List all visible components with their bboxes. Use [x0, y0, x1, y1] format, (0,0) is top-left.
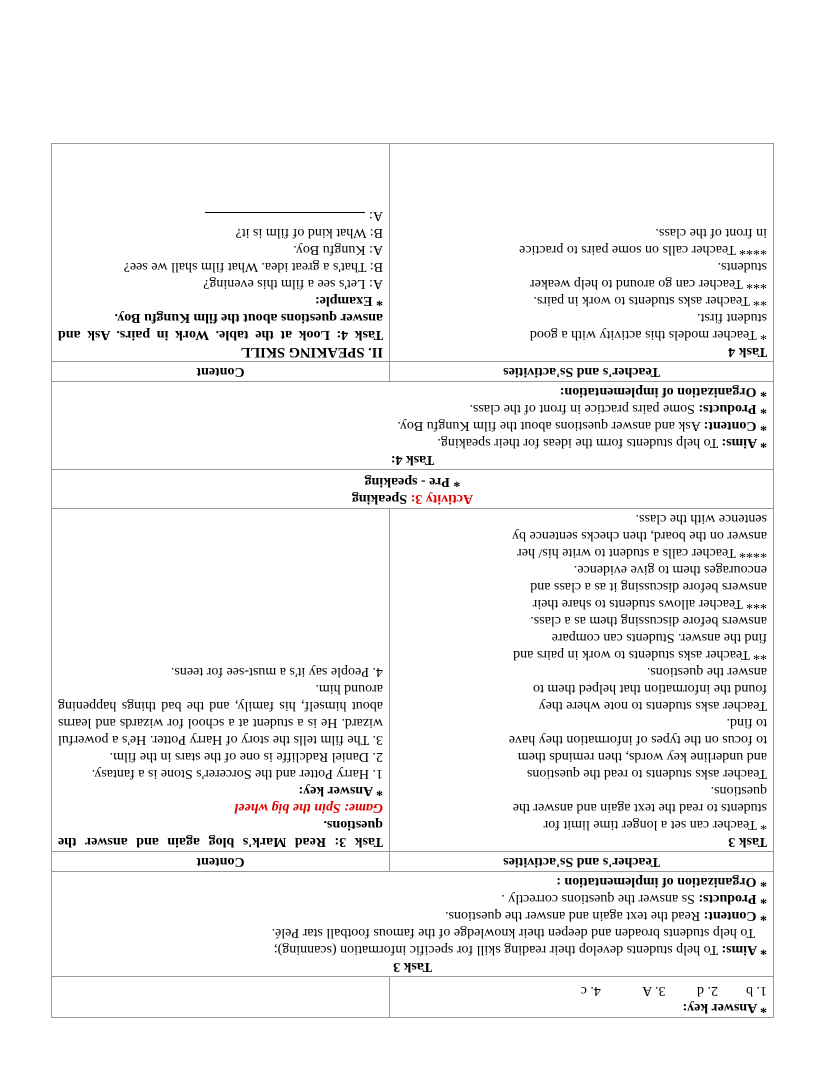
task4-products-text: Some pairs practice in front of the class. [469, 401, 695, 416]
task3-info-row [52, 872, 774, 977]
col-header-activities: Teacher's and Ss'activities [390, 362, 774, 382]
task3-line: to focus on the types of information they have [508, 732, 767, 747]
example-label: * Example: [314, 293, 383, 308]
task3-line: answer the questions. [646, 664, 767, 679]
game-label: Game: Spin the big wheel [234, 800, 383, 815]
answer-key-row [52, 977, 774, 1018]
task4-products-label: * Products: [698, 401, 767, 416]
lesson-plan-table [51, 143, 774, 1018]
aims-text-2: To help students broaden and deepen their knowledge of the famous football star Pelé. [271, 925, 755, 940]
task4-line: **** Teacher calls on some pairs to practice [519, 242, 767, 257]
task3-line: and underline key words, then reminds them [517, 749, 767, 764]
task3-title: Task 3 [393, 959, 432, 974]
task4-line: in front of the class. [655, 225, 767, 240]
task3-line: encourages them to give evidence. [573, 562, 767, 577]
task3-line: Teacher asks students to note where they [538, 698, 767, 713]
answer-key-values: 1. b 2. d 3. A 4. c [580, 983, 767, 998]
task3-column-headers [52, 852, 774, 872]
task3-line: Teacher asks students to read the questions [526, 766, 767, 781]
task3-answer: 4. People say it's a must-see for teens. [170, 664, 383, 679]
task3-line: questions. [710, 783, 767, 798]
task3-answer: 1. Harry Potter and the Sorcerer's Stone is a fantasy. [91, 766, 383, 781]
task3-answer: 2. Daniel Radcliffe is one of the stars in the film. [109, 749, 383, 764]
task4-organization-label: * Organization of implementation: [559, 384, 767, 399]
activity3-label: Activity 3: [410, 491, 474, 506]
task4-title: Task 4: [390, 452, 435, 467]
dialogue-line: B: What kind of film is it? [235, 225, 383, 240]
task4-line: ** Teacher asks students to work in pairs. [533, 293, 767, 308]
speaking-skill-heading: II. SPEAKING SKILL [240, 344, 383, 360]
task4-left-heading: Task 4 [728, 344, 767, 359]
task3-line: answers before discussing it as a class and [530, 579, 767, 594]
task4-info-row [52, 382, 774, 470]
dialogue-line: A: Let's see a film this evening? [203, 276, 383, 291]
activity3-label-rest: Speaking [351, 491, 408, 506]
products-label: * Products: [698, 891, 767, 906]
task4-line: * Teacher models this activity with a good [529, 327, 767, 342]
organization-label: * Organization of implementation : [556, 874, 767, 889]
products-text: Ss answer the questions correctly . [501, 891, 695, 906]
task3-answer-key-label: * Answer key: [298, 783, 383, 798]
answer-key-label: * Answer key: [682, 1000, 767, 1015]
task3-answer: 3. The film tells the story of Harry Potter. He's a powerful wizard. He is a student at a school for wizards and learns about himself, his family, and the bad things happening around him. [58, 681, 383, 747]
task3-line: find the answer. Students can compare [551, 630, 767, 645]
task3-line: ** Teacher asks students to work in pairs and [513, 647, 767, 662]
dialogue-line: A: [369, 208, 383, 223]
dialogue-line: B: That's a great idea. What film shall we see? [123, 259, 383, 274]
col-header-content: Content [52, 852, 390, 872]
task3-left-heading: Task 3 [728, 834, 767, 849]
col-header-activities: Teacher's and Ss'activities [390, 852, 774, 872]
task3-question-title: Task 3: Read Mark's blog again and answer the questions. [58, 817, 383, 849]
content-label: * Content: [703, 908, 767, 923]
pre-speaking-label: * Pre - speaking [364, 474, 461, 489]
task4-column-headers [52, 362, 774, 382]
task4-content-text: Ask and answer questions about the film Kungfu Boy. [397, 418, 701, 433]
task3-line: *** Teacher allows students to share their [532, 596, 767, 611]
task3-line: answer on the board, then checks sentence by [511, 528, 767, 543]
task3-line: * Teacher can set a longer time limit for [543, 817, 767, 832]
col-header-content: Content [52, 362, 390, 382]
task3-line: found the information that helped them to [532, 681, 767, 696]
task4-line: students. [717, 259, 767, 274]
dialogue-line: A: Kungfu Boy. [293, 242, 383, 257]
answer-blank-line [206, 212, 366, 214]
aims-text: To help students develop their reading skill for specific information (scanning); [273, 942, 719, 957]
task4-body-row [52, 144, 774, 362]
task3-line: students to read the text again and answer the [512, 800, 767, 815]
activity3-header-row [52, 470, 774, 509]
task3-line: sentence with the class. [635, 511, 767, 526]
task3-line: **** Teacher calls a student to write his/ her [517, 545, 767, 560]
aims-label: * Aims: [721, 942, 767, 957]
task4-content-label: * Content: [703, 418, 767, 433]
task4-line: *** Teacher can go around to help weaker [529, 276, 767, 291]
task4-line: student first. [697, 310, 767, 325]
task3-line: answers before discussing them as a class. [530, 613, 767, 628]
task3-body-row [52, 509, 774, 852]
task4-aims-label: * Aims: [721, 435, 767, 450]
task4-instructions: Task 4: Look at the table. Work in pairs. Ask and answer questions about the film Kungfu Boy. [58, 310, 383, 342]
task3-line: to find. [726, 715, 767, 730]
task4-aims-text: To help students form the ideas for their speaking. [437, 435, 719, 450]
content-text: Read the text again and answer the questions. [445, 908, 701, 923]
